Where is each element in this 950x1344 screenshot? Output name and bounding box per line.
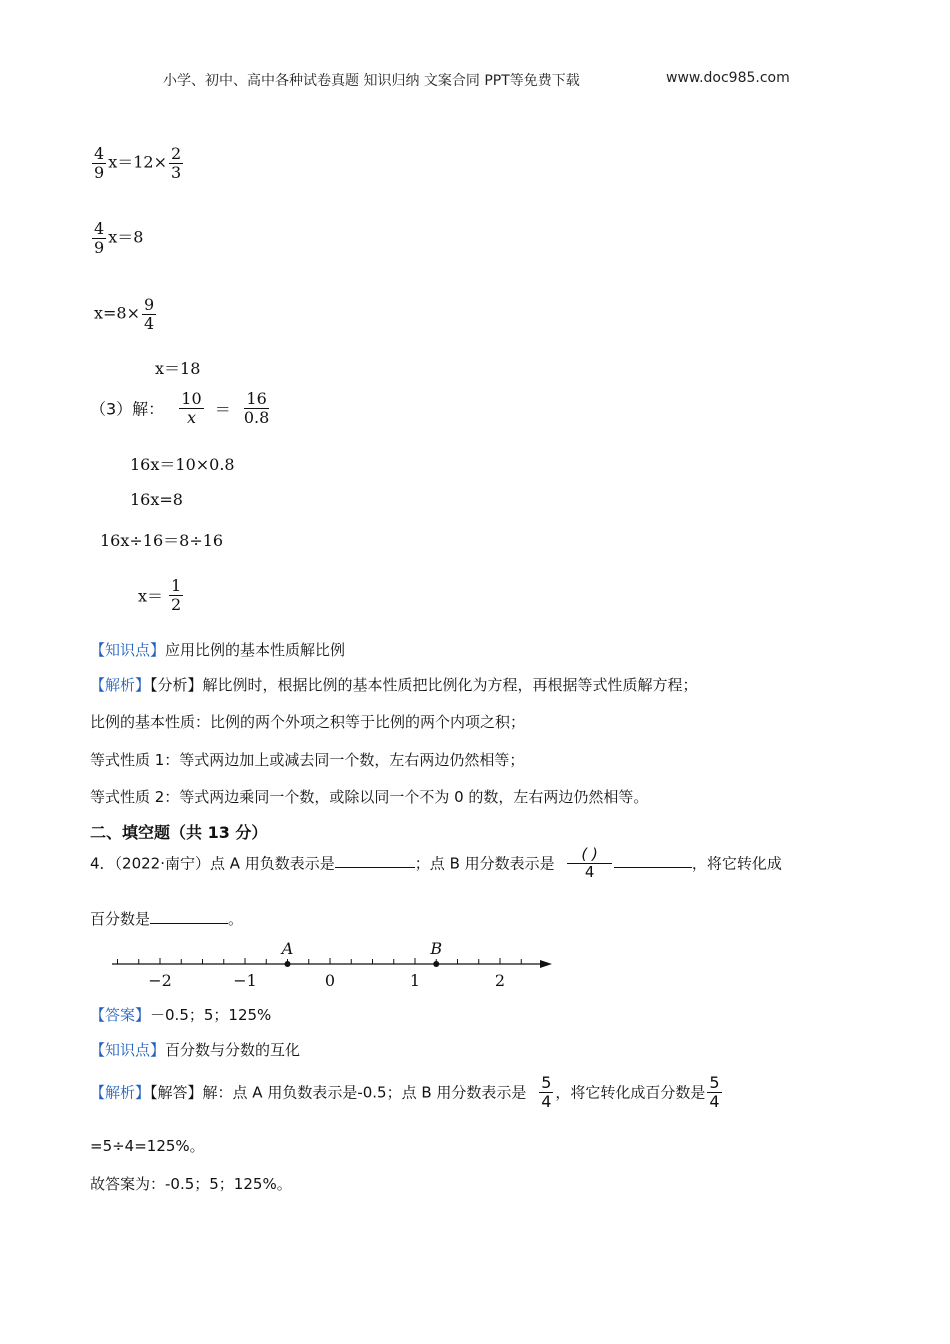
question-text: ；点 B 用分数表示是 <box>414 854 555 873</box>
arrow-right-icon <box>540 960 552 968</box>
numerator: 5 <box>709 1073 720 1092</box>
fraction-blank-4 <box>567 846 611 880</box>
denominator: 9 <box>94 237 105 257</box>
answer-blank-a[interactable] <box>335 853 415 868</box>
question-text: 百分数是 <box>90 910 151 928</box>
equation-text: x＝12× <box>108 152 167 172</box>
analysis-text: 解比例时，根据比例的基本性质把比例化为方程，再根据等式性质解方程； <box>202 676 698 694</box>
analysis-1-line-4: 等式性质 2：等式两边乘同一个数，或除以同一个不为 0 的数，左右两边仍然相等。 <box>90 788 649 806</box>
equals-sign: ＝ <box>214 399 231 419</box>
tick-label: 0 <box>324 971 336 990</box>
fraction-5-4 <box>707 1074 721 1110</box>
analysis-2-line-3: 故答案为：-0.5；5；125%。 <box>90 1175 292 1193</box>
fraction-4-9 <box>92 220 106 256</box>
equation-text: x=8× <box>94 303 141 323</box>
part3-line-3: 16x÷16＝8÷16 <box>100 531 224 550</box>
equation-line-3 <box>94 296 158 332</box>
knowledge-tag: 【知识点】 <box>90 641 166 659</box>
answer-blank-b[interactable] <box>614 853 692 868</box>
part-label: （3）解： <box>90 399 165 419</box>
denominator: 3 <box>170 162 182 182</box>
fraction-10-x <box>179 390 203 426</box>
equation-text: x＝8 <box>108 227 144 247</box>
numerator: 9 <box>144 295 155 314</box>
fraction-9-4 <box>142 296 156 332</box>
denominator: 4 <box>144 313 155 333</box>
denominator: 2 <box>171 594 182 614</box>
denominator: 9 <box>94 162 105 182</box>
equation-line-4: x＝18 <box>155 359 201 378</box>
analysis-1-line-2: 比例的基本性质：比例的两个外项之积等于比例的两个内项之积； <box>90 713 526 731</box>
analysis-tag: 【解析】 <box>90 676 151 694</box>
denominator: 4 <box>584 862 595 881</box>
part3-line-2: 16x=8 <box>130 490 183 509</box>
denominator: x <box>186 407 196 427</box>
answer-text: －0.5；5；125% <box>150 1006 272 1024</box>
header-left: 小学、初中、高中各种试卷真题 知识归纳 文案合同 PPT等免费下载 <box>163 73 580 89</box>
answer-line <box>90 1004 271 1025</box>
question-text: 4．（2022·南宁）点 A 用负数表示是 <box>90 854 335 873</box>
knowledge-text: 应用比例的基本性质解比例 <box>165 641 346 659</box>
knowledge-point-2 <box>90 1039 300 1060</box>
denominator: 4 <box>709 1091 720 1111</box>
section-title: 二、填空题（共 13 分） <box>90 823 268 842</box>
point-b-dot <box>433 961 439 967</box>
denominator: 4 <box>541 1091 552 1111</box>
knowledge-point-1 <box>90 639 345 660</box>
analysis-subtag: 【分析】 <box>150 676 203 694</box>
point-a-label: A <box>281 939 294 958</box>
numerator: 16 <box>246 389 267 408</box>
fraction-16-0.8 <box>242 390 271 426</box>
header-url[interactable]: www.doc985.com <box>666 70 790 86</box>
denominator: 0.8 <box>243 407 270 427</box>
analysis-2-line-1 <box>90 1074 724 1110</box>
knowledge-text: 百分数与分数的互化 <box>165 1041 301 1059</box>
tick-label: 2 <box>494 971 506 990</box>
part3-line-1: 16x＝10×0.8 <box>130 455 235 474</box>
analysis-subtag: 【解答】 <box>150 1083 203 1102</box>
fraction-1-2 <box>169 577 183 613</box>
fraction-5-4 <box>539 1074 553 1110</box>
analysis-1-line-1 <box>90 674 698 695</box>
equation-line-2 <box>90 220 143 256</box>
answer-tag: 【答案】 <box>90 1006 151 1024</box>
number-line <box>100 932 560 994</box>
point-b-label: B <box>430 939 443 958</box>
numerator: 4 <box>94 219 105 238</box>
analysis-tag: 【解析】 <box>90 1083 151 1102</box>
part3-line-4 <box>138 577 185 613</box>
numerator: 4 <box>94 144 105 163</box>
equation-text: x＝ <box>138 586 164 606</box>
question-text: 。 <box>228 910 244 928</box>
question-4-line-1 <box>90 846 782 880</box>
question-4-line-2 <box>90 908 243 929</box>
tick-label: −1 <box>233 971 257 990</box>
answer-blank-c[interactable] <box>150 909 228 924</box>
fraction-4-9 <box>92 145 106 181</box>
analysis-text: ，将它转化成百分数是 <box>555 1083 706 1102</box>
analysis-2-line-2: =5÷4=125%。 <box>90 1137 205 1155</box>
tick-label: −2 <box>148 971 172 990</box>
numerator: 2 <box>170 144 182 163</box>
analysis-1-line-3: 等式性质 1：等式两边加上或减去同一个数，左右两边仍然相等； <box>90 751 525 769</box>
tick-label: 1 <box>409 971 421 990</box>
numerator: ( ) <box>567 846 611 864</box>
numerator: 1 <box>171 576 182 595</box>
part3-proportion <box>90 390 273 426</box>
equation-line-1 <box>90 145 185 181</box>
analysis-text: 解：点 A 用负数表示是-0.5；点 B 用分数表示是 <box>202 1083 527 1102</box>
question-text: ，将它转化成 <box>691 854 782 873</box>
point-a-dot <box>285 961 291 967</box>
numerator: 5 <box>541 1073 552 1092</box>
knowledge-tag: 【知识点】 <box>90 1041 166 1059</box>
numerator: 10 <box>181 389 202 408</box>
fraction-2-3 <box>169 145 183 181</box>
